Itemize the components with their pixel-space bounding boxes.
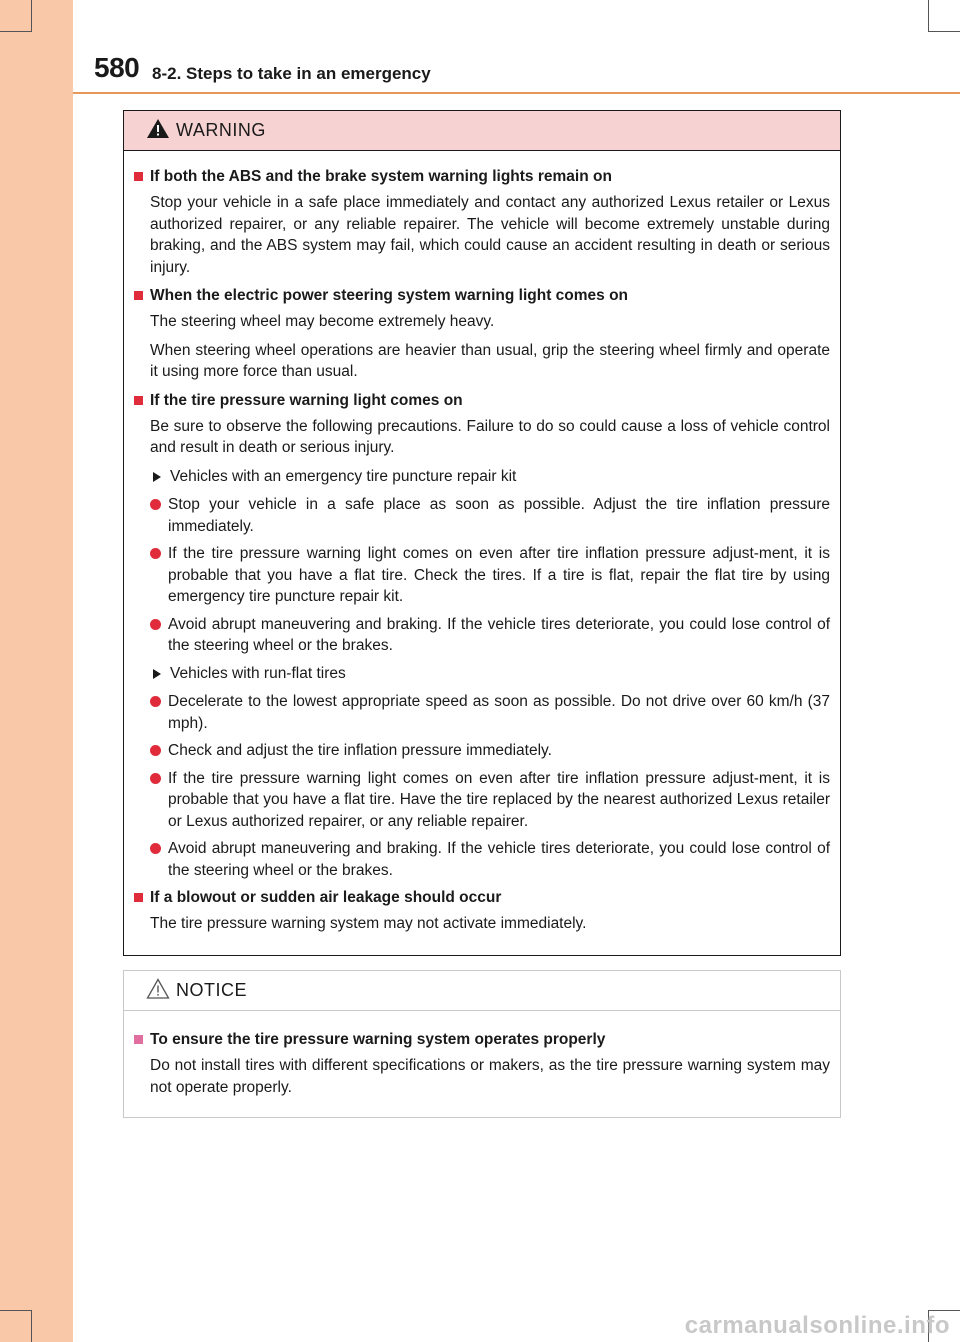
circle-bullet-icon — [150, 745, 161, 756]
section-heading — [134, 1029, 830, 1050]
square-bullet-icon — [134, 172, 143, 181]
paragraph: The tire pressure warning system may not activate immediately. — [150, 915, 587, 932]
subheading-text: Vehicles with run-flat tires — [170, 664, 346, 682]
bullet-text: If the tire pressure warning light comes on even after tire inflation pressure adjust-ment, it is probable that you have a flat tire. Check the tires. If a tire is flat, repair the flat tire by using emergency tire puncture repair kit. — [168, 545, 830, 605]
section-heading — [134, 285, 830, 306]
crop-mark — [31, 1310, 32, 1342]
warning-box — [123, 110, 841, 956]
bullet-text: Check and adjust the tire inflation pressure immediately. — [168, 742, 552, 759]
circle-bullet-icon — [150, 548, 161, 559]
bullet-text: Avoid abrupt maneuvering and braking. If the vehicle tires deteriorate, you could lose control of the steering wheel or the brakes. — [168, 615, 830, 654]
heading-text: If a blowout or sudden air leakage should occur — [150, 889, 502, 906]
subheading-text: Vehicles with an emergency tire puncture repair kit — [170, 467, 517, 485]
warning-content — [124, 151, 840, 935]
section-heading — [134, 887, 830, 908]
bullet-item — [150, 768, 830, 833]
warning-triangle-icon — [146, 118, 170, 144]
circle-bullet-icon — [150, 843, 161, 854]
notice-triangle-icon — [146, 978, 170, 1004]
crop-mark — [0, 1310, 32, 1311]
paragraph: Be sure to observe the following precautions. Failure to do so could cause a loss of vehicle control and result in death or serious injury. — [150, 417, 830, 456]
triangle-bullet-icon — [153, 669, 161, 679]
header-rule — [73, 92, 960, 94]
paragraph: The steering wheel may become extremely heavy. — [150, 313, 495, 330]
paragraph: Stop your vehicle in a safe place immediately and contact any authorized Lexus retailer or Lexus authorized repairer, or any reliable repairer. The vehicle will become extremely unstable during braking, and the ABS system may fail, which could cause an accident resulting in death or serious injury. — [150, 194, 830, 276]
crop-mark — [928, 0, 929, 31]
subheading — [150, 663, 830, 685]
triangle-bullet-icon — [153, 472, 161, 482]
notice-title: NOTICE — [176, 980, 248, 1000]
paragraph: When steering wheel operations are heavier than usual, grip the steering wheel firmly and operate it using more force than usual. — [150, 341, 830, 380]
circle-bullet-icon — [150, 619, 161, 630]
watermark: carmanualsonline.info — [684, 1312, 950, 1339]
square-bullet-icon — [134, 1035, 143, 1044]
heading-text: If the tire pressure warning light comes on — [150, 391, 463, 409]
crop-mark — [928, 31, 960, 32]
paragraph: Do not install tires with different specifications or makers, as the tire pressure warning system may not operate properly. — [150, 1057, 830, 1096]
square-bullet-icon — [134, 396, 143, 405]
bullet-item — [150, 543, 830, 608]
crop-mark — [31, 0, 32, 31]
square-bullet-icon — [134, 291, 143, 300]
bullet-text: Avoid abrupt maneuvering and braking. If the vehicle tires deteriorate, you could lose control of the steering wheel or the brakes. — [168, 840, 830, 879]
bullet-item — [150, 838, 830, 881]
circle-bullet-icon — [150, 499, 161, 510]
circle-bullet-icon — [150, 696, 161, 707]
page-sidebar-band — [0, 0, 73, 1342]
warning-header — [124, 111, 840, 151]
notice-header — [124, 971, 840, 1011]
crop-mark — [0, 31, 32, 32]
bullet-item — [150, 691, 830, 734]
bullet-text: Stop your vehicle in a safe place as soon as possible. Adjust the tire inflation pressure immediately. — [168, 496, 830, 535]
crop-mark — [928, 1310, 960, 1311]
section-heading — [134, 166, 830, 187]
section-heading — [134, 390, 830, 411]
page-number: 580 — [94, 52, 140, 83]
notice-content — [124, 1011, 840, 1098]
notice-box — [123, 970, 841, 1118]
subheading — [150, 466, 830, 488]
square-bullet-icon — [134, 893, 143, 902]
bullet-item — [150, 494, 830, 537]
heading-text: If both the ABS and the brake system warning lights remain on — [150, 168, 612, 185]
circle-bullet-icon — [150, 773, 161, 784]
heading-text: When the electric power steering system warning light comes on — [150, 287, 629, 304]
bullet-text: Decelerate to the lowest appropriate speed as soon as possible. Do not drive over 60 km/h (37 mph). — [168, 693, 830, 732]
bullet-item — [150, 740, 830, 762]
section-title: 8-2. Steps to take in an emergency — [152, 64, 431, 83]
bullet-item — [150, 614, 830, 657]
heading-text: To ensure the tire pressure warning system operates properly — [150, 1031, 606, 1048]
warning-title: WARNING — [176, 120, 266, 140]
bullet-text: If the tire pressure warning light comes on even after tire inflation pressure adjust-ment, it is probable that you have a flat tire. Have the tire replaced by the nearest authorized Lexus retailer or Lexus authorized repairer, or any reliable repairer. — [168, 769, 830, 830]
